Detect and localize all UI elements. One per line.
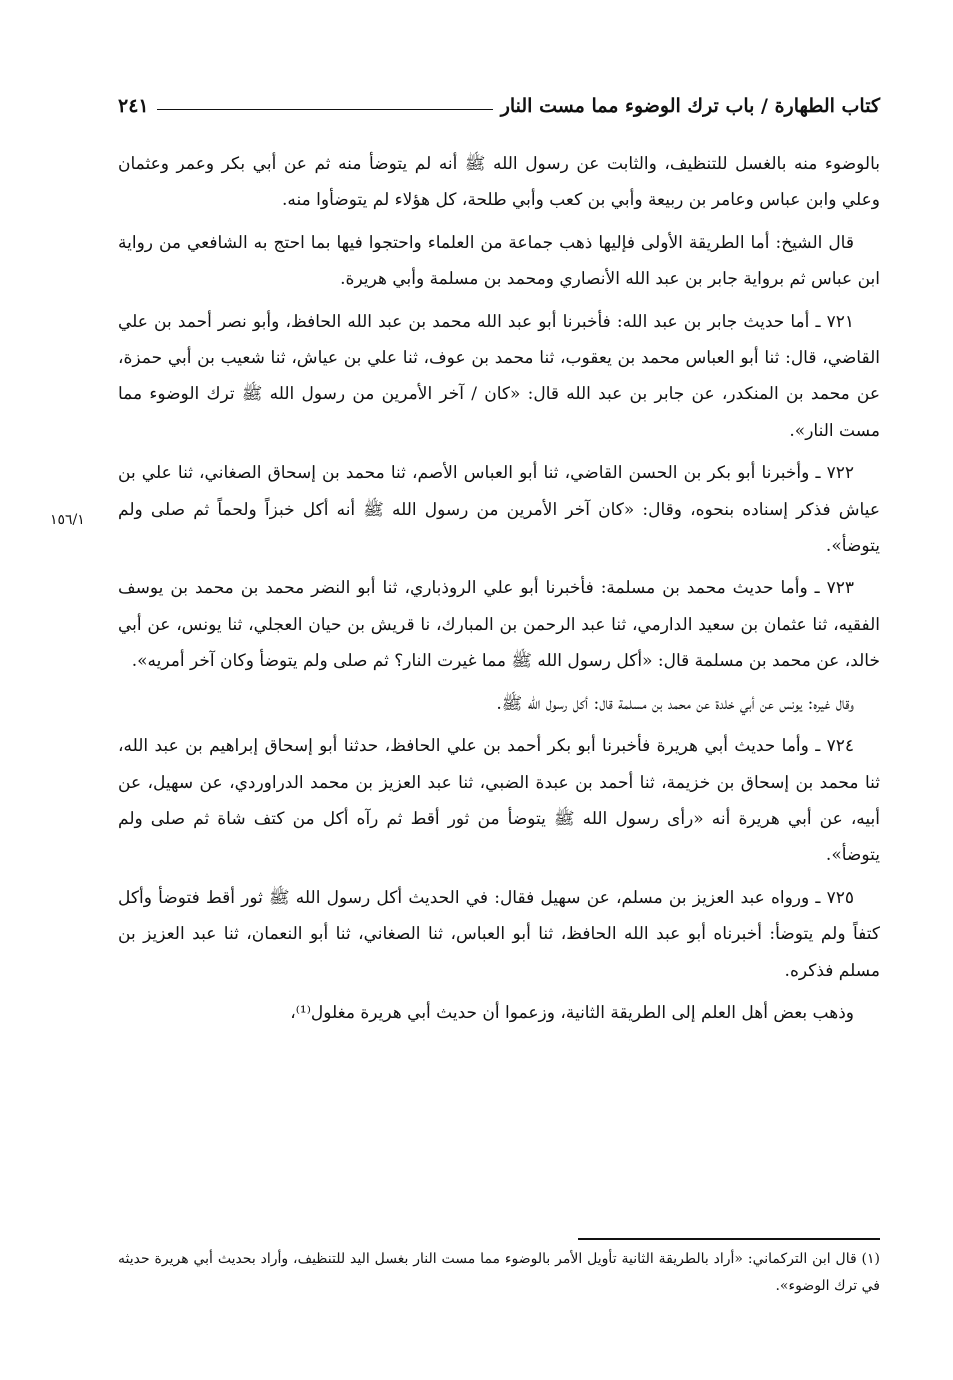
paragraph: وذهب بعض أهل العلم إلى الطريقة الثانية، وزعموا أن حديث أبي هريرة مغلول⁽¹⁾، [290,1002,854,1023]
hadith-724: ٧٢٤ ـ وأما حديث أبي هريرة فأخبرنا أبو بكر أحمد بن علي الحافظ، حدثنا أبو إسحاق إبراهيم بن عبد الله، ثنا محمد بن إسحاق بن خزيمة، ثنا أحمد بن عبدة الضبي، ثنا عبد العزيز بن محمد الدراوردي، عن سهيل، عن أبيه، عن أبي هريرة أنه «رأى رسول الله ﷺ يتوضأ من ثور أقط ثم رآه أكل من كتف شاة ثم صلى ولم يتوضأ». [118,736,880,866]
hadith-725: ٧٢٥ ـ ورواه عبد العزيز بن مسلم، عن سهيل فقال: في الحديث أكل رسول الله ﷺ ثور أقط فتوضأ وأكل كتفاً ولم يتوضأ: أخبرناه أبو عبد الله الحافظ، ثنا أبو العباس، ثنا الصغاني، ثنا أبو النعمان، ثنا عبد العزيز بن مسلم فذكره. [118,887,880,981]
hadith-722: ٧٢٢ ـ وأخبرنا أبو بكر بن الحسن القاضي، ثنا أبو العباس الأصم، ثنا محمد بن إسحاق الصغاني، ثنا علي بن عياش فذكر إسناده بنحوه، وقال: «كان آخر الأمرين من رسول الله ﷺ أنه أكل خبزاً ولحماً ثم صلى ولم يتوضأ». [118,463,880,557]
paragraph: وقال غيره: يونس عن أبي خلدة عن محمد بن مسلمة قال: أكل رسول الله ﷺ. [496,693,854,714]
hadith-723: ٧٢٣ ـ وأما حديث محمد بن مسلمة: فأخبرنا أبو علي الروذباري، ثنا أبو النضر محمد بن محمد بن يوسف الفقيه، ثنا عثمان بن سعيد الدارمي، ثنا عبد الرحمن بن المبارك، نا قريش بن حيان العجلي، ثنا يونس، عن أبي خالد، عن محمد بن مسلمة قال: «أكل رسول الله ﷺ مما غيرت النار؟ ثم صلى ولم يتوضأ وكان آخر أمريه». [118,578,880,672]
footnote-divider [578,1238,880,1240]
chapter-title: كتاب الطهارة / باب ترك الوضوء مما مست النار [500,95,880,117]
page-number: ٢٤١ [118,95,149,117]
header-rule [157,109,493,110]
footnote-1: (١) قال ابن التركماني: «أراد بالطريقة الثانية تأويل الأمر بالوضوء مما مست النار بغسل اليد للتنظيف، وأراد بحديث أبي هريرة حديثه في ترك الوضوء». [118,1251,880,1294]
paragraph: بالوضوء منه بالغسل للتنظيف، والثابت عن رسول الله ﷺ أنه لم يتوضأ منه ثم عن أبي بكر وعمر وعثمان وعلي وابن عباس وعامر بن ربيعة وأبي بن كعب وأبي طلحة، كل هؤلاء لم يتوضأوا منه. [118,154,880,211]
manuscript-folio-marker: ١٥٦/١ [50,512,85,528]
paragraph: قال الشيخ: أما الطريقة الأولى فإليها ذهب جماعة من العلماء واحتجوا فيها بما احتج به الشافعي من رواية ابن عباس ثم برواية جابر بن عبد الله الأنصاري ومحمد بن مسلمة وأبي هريرة. [118,232,880,290]
footnotes [118,1246,880,1300]
hadith-721: ٧٢١ ـ أما حديث جابر بن عبد الله: فأخبرنا أبو عبد الله محمد بن عبد الله الحافظ، وأبو نصر أحمد بن علي القاضي، قال: ثنا أبو العباس محمد بن يعقوب، ثنا محمد بن عوف، ثنا علي بن عياش، ثنا شعيب بن أبي حمزة، عن محمد بن المنكدر، عن جابر بن عبد الله قال: «كان / آخر الأمرين من رسول الله ﷺ ترك الوضوء مما مست النار». [118,311,880,441]
main-text [118,146,880,1226]
running-header [118,86,880,126]
